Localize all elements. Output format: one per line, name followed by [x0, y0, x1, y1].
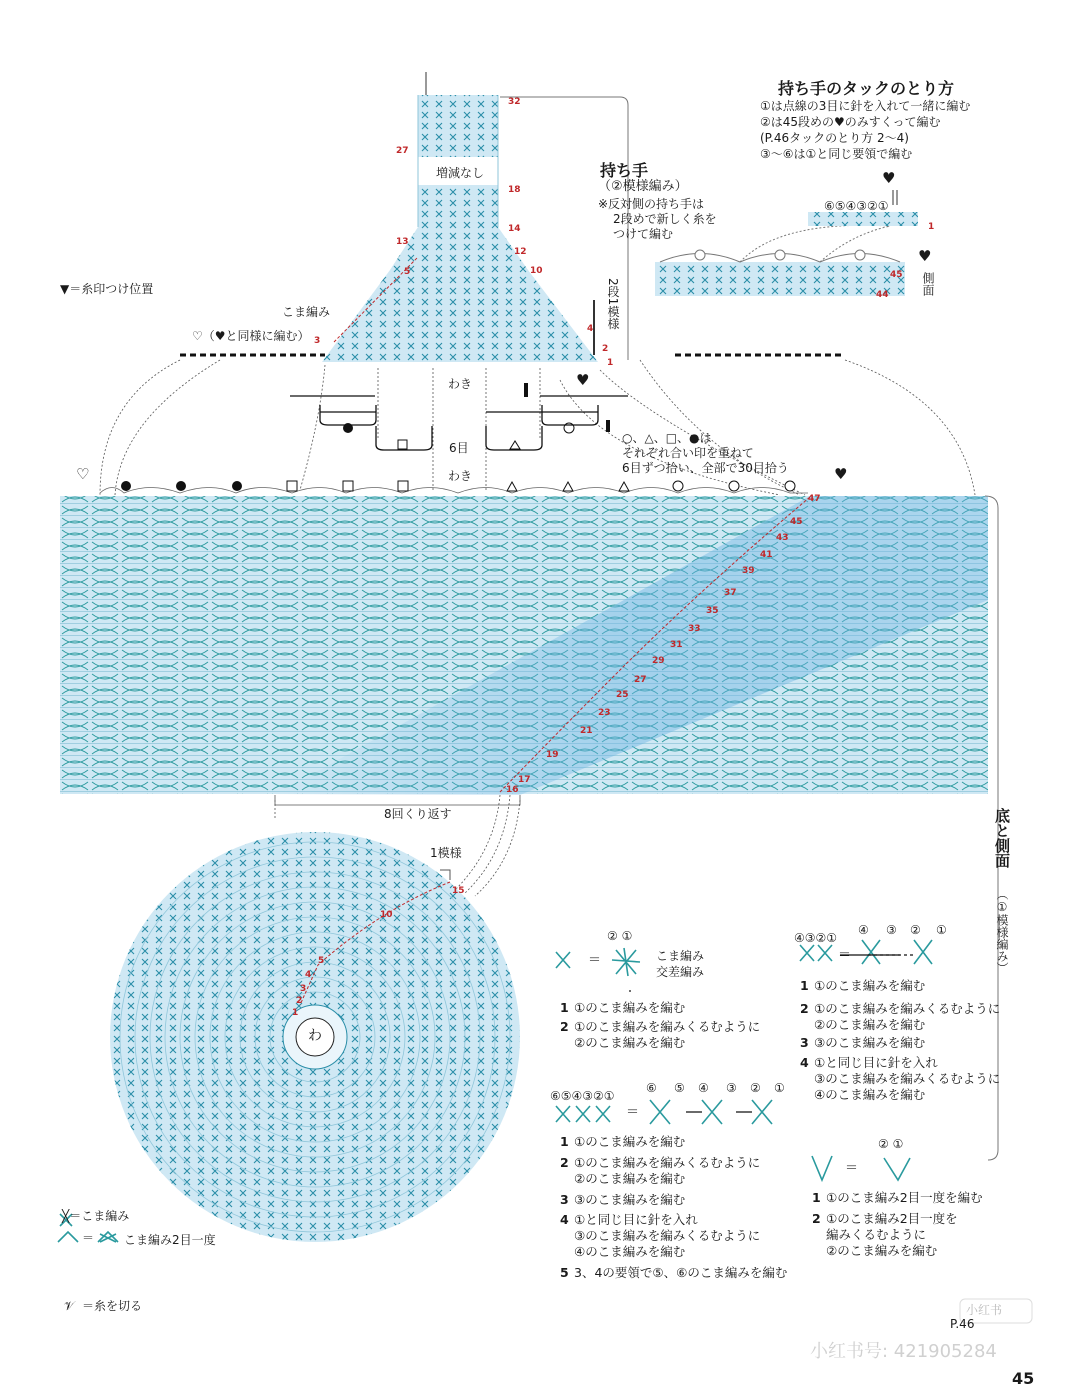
row-num: 45 [790, 517, 803, 527]
row-num: 2 [602, 344, 609, 354]
heart-note: ♡（♥と同様に編む） [192, 329, 310, 343]
row-num: 15 [452, 886, 465, 896]
row-num: 32 [508, 97, 521, 107]
tuck-line-3: (P.46タックのとり方 2〜4) [760, 131, 909, 145]
pickup-note-2: それぞれ合い印を重ねて [622, 446, 754, 460]
tuck-row-45: 45 [890, 270, 903, 280]
row-num: 5 [318, 956, 325, 966]
sym4-step: 編みくるむように [826, 1227, 927, 1242]
equals-sign: ＝ [838, 948, 852, 963]
equals-sign: ＝ [626, 1105, 640, 1120]
sym2-step: 2 ①のこま編みを編みくるむように [800, 1001, 1001, 1016]
row-num: 1 [292, 1008, 299, 1018]
sym3-step: 5 3、4の要領で⑤、⑥のこま編みを編む [560, 1265, 788, 1280]
six-stitch-label: 6目 [449, 441, 469, 455]
row-num: 39 [742, 566, 755, 576]
sym1-nums: ② ① [607, 929, 633, 943]
row-num: 5 [404, 267, 411, 277]
sym4-step: 2 ①のこま編み2目一度を [812, 1211, 958, 1226]
marker-filled-circle [343, 423, 353, 433]
pickup-note-1: ○、△、□、●は [622, 431, 712, 445]
sym3-step: 2 ①のこま編みを編みくるむように [560, 1155, 761, 1170]
sym3-num: ⑥ [646, 1081, 657, 1095]
row-num: 14 [508, 224, 521, 234]
sym1-name-1: こま編み [656, 949, 705, 963]
row-num: 17 [518, 775, 531, 785]
sym3-num: ④ [698, 1081, 709, 1095]
dec-legend-eq: ＝ [82, 1231, 95, 1245]
row-num: 21 [580, 726, 593, 736]
page-ref: P.46 [950, 1317, 975, 1331]
row-num: 33 [688, 624, 701, 634]
sym1-step: ②のこま編みを編む [574, 1035, 686, 1050]
sym3-step: 3 ③のこま編みを編む [560, 1192, 686, 1207]
sym4-nums: ② ① [878, 1137, 904, 1151]
koma-label: こま編み [282, 305, 331, 319]
handle-note-3: つけて編む [613, 227, 674, 241]
sym2-step: ④のこま編みを編む [814, 1087, 926, 1102]
pickup-note-3: 6目ずつ拾い、全部で30目拾う [622, 461, 789, 475]
row-num: 18 [508, 185, 521, 195]
sym3-num: ② [750, 1081, 761, 1095]
sym3-num: ① [774, 1081, 785, 1095]
sym4-step: 1 ①のこま編み2目一度を編む [812, 1190, 983, 1205]
sym2-step: ③のこま編みを編みくるむように [814, 1071, 1001, 1086]
one-pattern-label: 1模様 [430, 846, 462, 860]
tuck-order: ⑥⑤④③②① [824, 199, 889, 213]
side-seam-label: わき [448, 377, 473, 391]
tuck-line-4: ③〜⑥は①と同じ要領で編む [760, 147, 913, 161]
watermark-logo: 小红书 [966, 1303, 1003, 1317]
sym2-num: ④ [858, 923, 869, 937]
row-num: 29 [652, 656, 665, 666]
sym2-header: ④③②① [794, 931, 838, 945]
sym3-num: ⑤ [674, 1081, 685, 1095]
sym2-step: ②のこま編みを編む [814, 1017, 926, 1032]
row-num: 41 [760, 550, 773, 560]
row-num: 13 [396, 237, 409, 247]
row-num: 4 [587, 324, 594, 334]
page-number: 45 [1012, 1369, 1035, 1388]
sym3-step: ②のこま編みを編む [574, 1171, 686, 1186]
row-num: 3 [314, 336, 321, 346]
row-num: 37 [724, 588, 737, 598]
row-num: 16 [506, 785, 519, 795]
center-ring-label: わ [308, 1028, 322, 1044]
sym1-name-2: 交差編み [656, 965, 705, 979]
sym2-num: ① [936, 923, 947, 937]
marker-square [398, 440, 407, 449]
sym2-step: 3 ③のこま編みを編む [800, 1035, 926, 1050]
sym3-step: 1 ①のこま編みを編む [560, 1134, 686, 1149]
sym2-step: 1 ①のこま編みを編む [800, 978, 926, 993]
row-num: 27 [634, 675, 647, 685]
sym3-step: ④のこま編みを編む [574, 1244, 686, 1259]
no-increase-label: 増減なし [436, 166, 485, 180]
dec-legend: こま編み2目一度 [124, 1233, 216, 1247]
row-num: 3 [300, 984, 307, 994]
body-vertical-label: 底と側面 [993, 808, 1011, 868]
tuck-row-44: 44 [876, 290, 889, 300]
row-num: 25 [616, 690, 629, 700]
handle-note-1: ※反対側の持ち手は [598, 197, 705, 211]
row-num: 27 [396, 146, 409, 156]
sym2-num: ③ [886, 923, 897, 937]
marker-triangle [510, 441, 520, 449]
sym1-step: 1 ①のこま編みを編む [560, 1000, 686, 1015]
sym3-step: 4 ①と同じ目に針を入れ [560, 1212, 698, 1227]
heart-icon: ♥ [918, 247, 932, 265]
sym3-header: ⑥⑤④③②① [550, 1089, 615, 1103]
row-num: 2 [296, 996, 303, 1006]
side-seam-label-2: わき [448, 469, 473, 483]
handle-chart [322, 72, 628, 362]
row-num: 43 [776, 533, 789, 543]
sym2-step: 4 ①と同じ目に針を入れ [800, 1055, 938, 1070]
heart-icon: ♥ [834, 465, 848, 483]
x-legend: ╳＝こま編み [62, 1209, 130, 1223]
row-num: 47 [808, 494, 821, 504]
watermark: 小红书号: 421905284 [810, 1341, 997, 1362]
body-vertical-sub: （①模様編み） [995, 888, 1009, 974]
row-num: 10 [380, 910, 393, 920]
sym3-num: ③ [726, 1081, 737, 1095]
sym3-step: ③のこま編みを編みくるむように [574, 1228, 761, 1243]
row-num: 1 [607, 358, 614, 368]
row-num: 12 [514, 247, 527, 257]
repeat-vertical-label: 2段1模様 [606, 278, 620, 330]
row-num: 31 [670, 640, 683, 650]
equals-sign: ＝ [845, 1161, 859, 1176]
sym2-num: ② [910, 923, 921, 937]
tuck-title: 持ち手のタックのとり方 [778, 79, 955, 98]
handle-title: 持ち手 [600, 161, 649, 180]
tuck-line-2: ②は45段めの♥のみすくって編む [760, 115, 941, 129]
tuck-row-1: 1 [928, 222, 935, 232]
sym1-step: 2 ①のこま編みを編みくるむように [560, 1019, 761, 1034]
row-num: 4 [305, 970, 312, 980]
heart-icon: ♥ [882, 169, 896, 187]
heart-icon: ♥ [576, 371, 590, 389]
open-heart-icon: ♡ [76, 465, 90, 483]
cut-legend: ＝糸を切る [82, 1299, 143, 1313]
repeat-label: 8回くり返す [384, 807, 452, 821]
equals-sign: ＝ [588, 953, 602, 968]
row-num: 19 [546, 750, 559, 760]
row-num: 23 [598, 708, 611, 718]
handle-subtitle: （②模様編み） [598, 179, 688, 194]
sym4-step: ②のこま編みを編む [826, 1243, 938, 1258]
handle-note-2: 2段めで新しく糸を [613, 212, 717, 226]
row-num: 35 [706, 606, 719, 616]
body-chart [60, 496, 988, 805]
side-label: 側面 [921, 272, 935, 296]
tuck-line-1: ①は点線の3目に針を入れて一緒に編む [760, 99, 971, 113]
marker-legend: ▼＝糸印つけ位置 [60, 282, 154, 296]
row-num: 10 [530, 266, 543, 276]
cut-icon: 𝒱 [64, 1299, 74, 1313]
